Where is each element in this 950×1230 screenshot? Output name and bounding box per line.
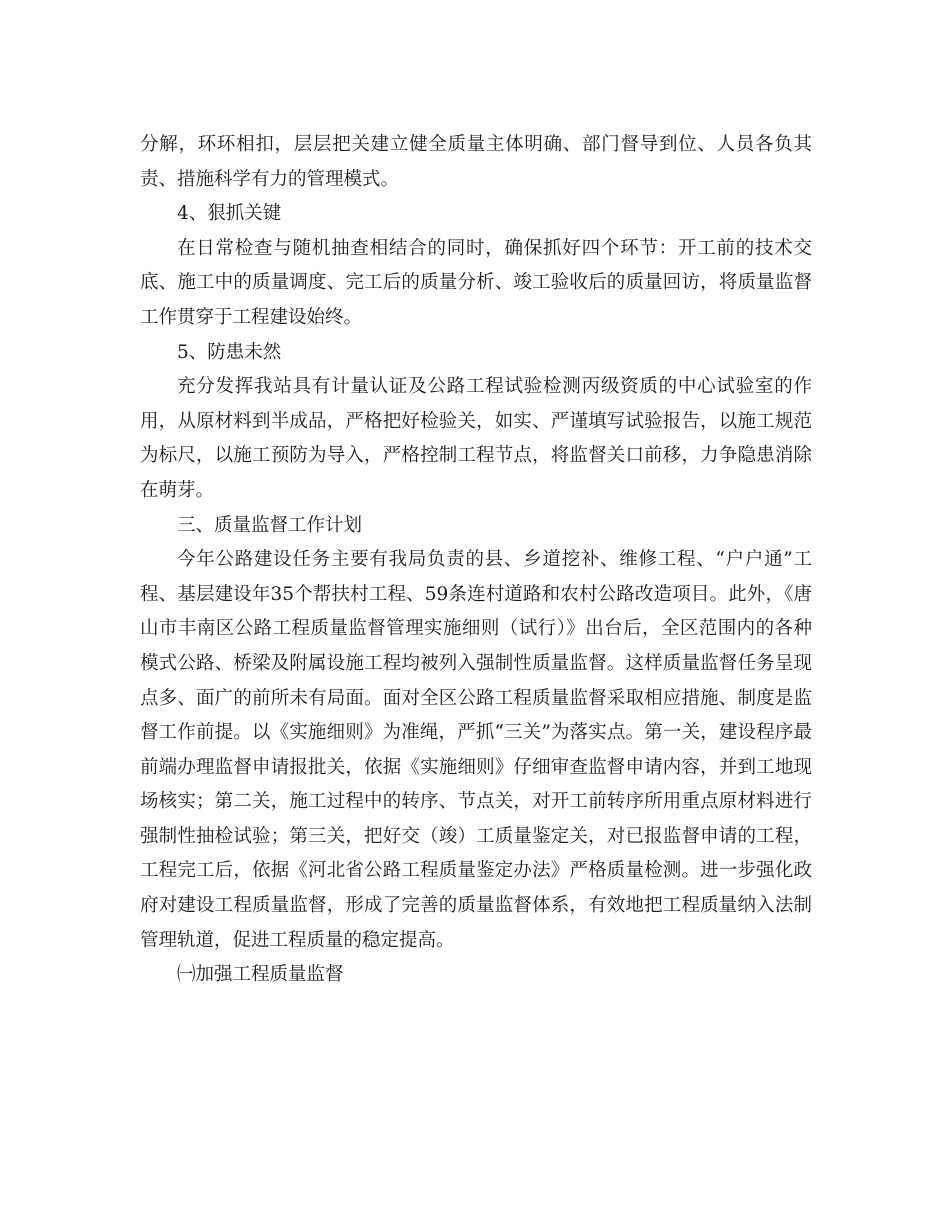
document-body (140, 128, 812, 993)
paragraph-four-links: 在日常检查与随机抽查相结合的同时，确保抓好四个环节：开工前的技术交底、施工中的质量调度、完工后的质量分析、竣工验收后的质量回访，将质量监督工作贯穿于工程建设始终。 (140, 237, 812, 328)
heading-prevention: 5、防患未然 (177, 341, 282, 363)
heading-work-plan: 三、质量监督工作计划 (177, 514, 363, 536)
paragraph-testing-lab: 充分发挥我站具有计量认证及公路工程试验检测丙级资质的中心试验室的作用，从原材料到半成品，严格把好检验关，如实、严谨填写试验报告，以施工规范为标尺，以施工预防为导入，严格控制工程节点，将监督关口前移，力争隐患消除在萌芽。 (140, 376, 812, 501)
paragraph-management-mode: 分解，环环相扣，层层把关建立健全质量主体明确、部门督导到位、人员各负其责、措施科学有力的管理模式。 (140, 134, 812, 190)
paragraph-plan-details: 今年公路建设任务主要有我局负责的县、乡道挖补、维修工程、“户户通”工程、基层建设年35个帮扶村工程、59条连村道路和农村公路改造项目。此外，《唐山市丰南区公路工程质量监督管理实施细则（试行）》出台后，全区范围内的各种模式公路、桥梁及附属设施工程均被列入强制性质量监督。这样质量监督任务呈现点多、面广的前所未有局面。面对全区公路工程质量监督采取相应措施、制度是监督工作前提。以《实施细则》为准绳，严抓“三关”为落实点。第一关，建设程序最前端办理监督申请报批关，依据《实施细则》仔细审查监督申请内容，并到工地现场核实；第二关，施工过程中的转序、节点关，对开工前转序所用重点原材料进行强制性抽检试验；第三关，把好交（竣）工质量鉴定关，对已报监督申请的工程，工程完工后，依据《河北省公路工程质量鉴定办法》严格质量检测。进一步强化政府对建设工程质量监督，形成了完善的质量监督体系，有效地把工程质量纳入法制管理轨道，促进工程质量的稳定提高。 (140, 549, 812, 951)
heading-key-points: 4、狠抓关键 (177, 203, 282, 225)
heading-strengthen-supervision: ㈠加强工程质量监督 (177, 964, 344, 986)
